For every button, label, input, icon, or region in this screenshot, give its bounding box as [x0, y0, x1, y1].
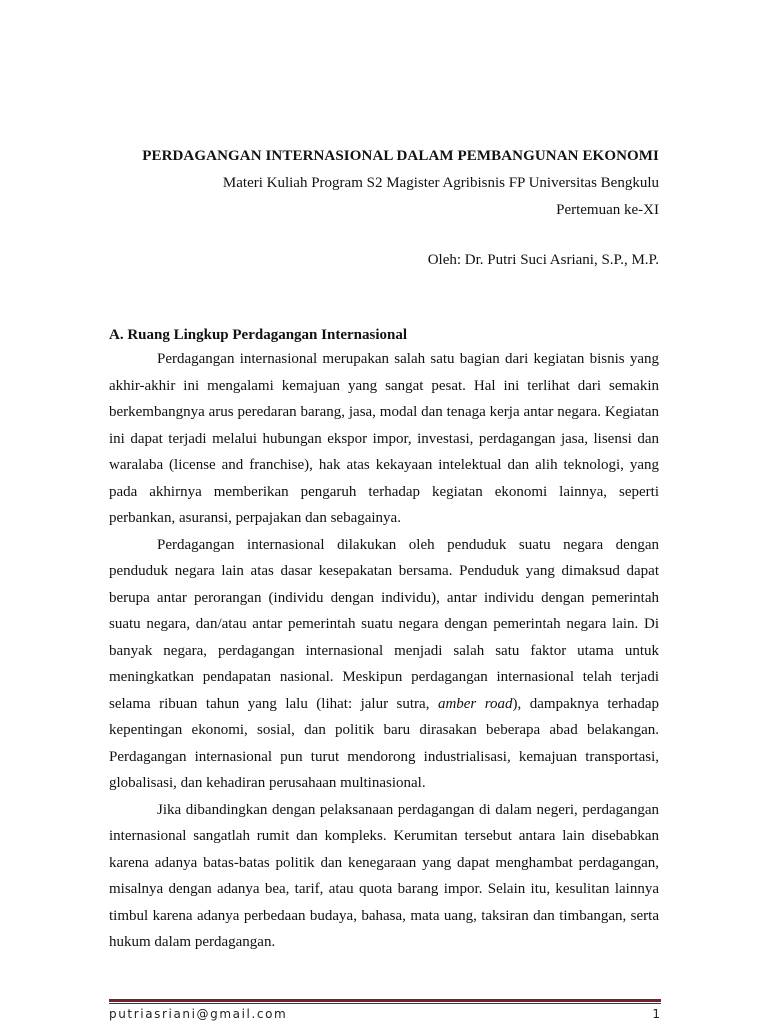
- section-heading: A. Ruang Lingkup Perdagangan Internasional: [109, 327, 407, 343]
- paragraph-2: [109, 532, 659, 797]
- document-title: PERDAGANGAN INTERNASIONAL DALAM PEMBANGUNAN EKONOMI: [142, 148, 659, 164]
- footer-rule-thin: [109, 1003, 661, 1004]
- paragraph-2-text-after: ), dampaknya terhadap kepentingan ekonomi, sosial, dan politik baru dirasakan beberapa abad belakangan. Perdagangan internasional pun turut mendorong industrialisasi, kemajuan transportasi, globalisasi, dan kehadiran perusahaan multinasional.: [109, 695, 659, 791]
- footer-email: putriasriani@gmail.com: [109, 1007, 288, 1021]
- footer-rule-thick: [109, 999, 661, 1002]
- page-content: [109, 146, 659, 956]
- paragraph-3: Jika dibandingkan dengan pelaksanaan perdagangan di dalam negeri, perdagangan internasional sangatlah rumit dan kompleks. Kerumitan tersebut antara lain disebabkan karena adanya batas-batas politik dan kenegaraan yang dapat menghambat perdagangan, misalnya dengan adanya bea, tarif, atau quota barang impor. Selain itu, kesulitan lainnya timbul karena adanya perbedaan budaya, bahasa, mata uang, taksiran dan timbangan, serta hukum dalam perdagangan.: [109, 801, 659, 950]
- author-line: Oleh: Dr. Putri Suci Asriani, S.P., M.P.: [427, 252, 659, 268]
- page-number: 1: [652, 1007, 660, 1021]
- paragraph-1: Perdagangan internasional merupakan salah satu bagian dari kegiatan bisnis yang akhir-akhir ini mengalami kemajuan yang sangat pesat. Hal ini terlihat dari semakin berkembangnya arus peredaran barang, jasa, modal dan tenaga kerja antar negara. Kegiatan ini dapat terjadi melalui hubungan ekspor impor, investasi, perdagangan jasa, lisensi dan waralaba (license and franchise), hak atas kekayaan intelektual dan alih teknologi, yang pada akhirnya memberikan pengaruh terhadap kegiatan ekonomi lainnya, seperti perbankan, asuransi, perpajakan dan sebagainya.: [109, 351, 659, 526]
- course-subtitle: Materi Kuliah Program S2 Magister Agribisnis FP Universitas Bengkulu: [222, 175, 659, 191]
- paragraph-2-text-before: Perdagangan internasional dilakukan oleh penduduk suatu negara dengan penduduk negara lain atas dasar kesepakatan bersama. Penduduk yang dimaksud dapat berupa antar perorangan (individu dengan individu), antar individu dengan pemerintah suatu negara, dan/atau antar pemerintah suatu negara dengan pemerintah negara lain. Di banyak negara, perdagangan internasional menjadi salah satu faktor utama untuk meningkatkan pendapatan nasional. Meskipun perdagangan internasional telah terjadi selama ribuan tahun yang lalu (lihat: jalur sutra,: [109, 536, 659, 712]
- paragraph-2-italic-term: amber road: [437, 695, 513, 712]
- meeting-number: Pertemuan ke-XI: [556, 202, 659, 218]
